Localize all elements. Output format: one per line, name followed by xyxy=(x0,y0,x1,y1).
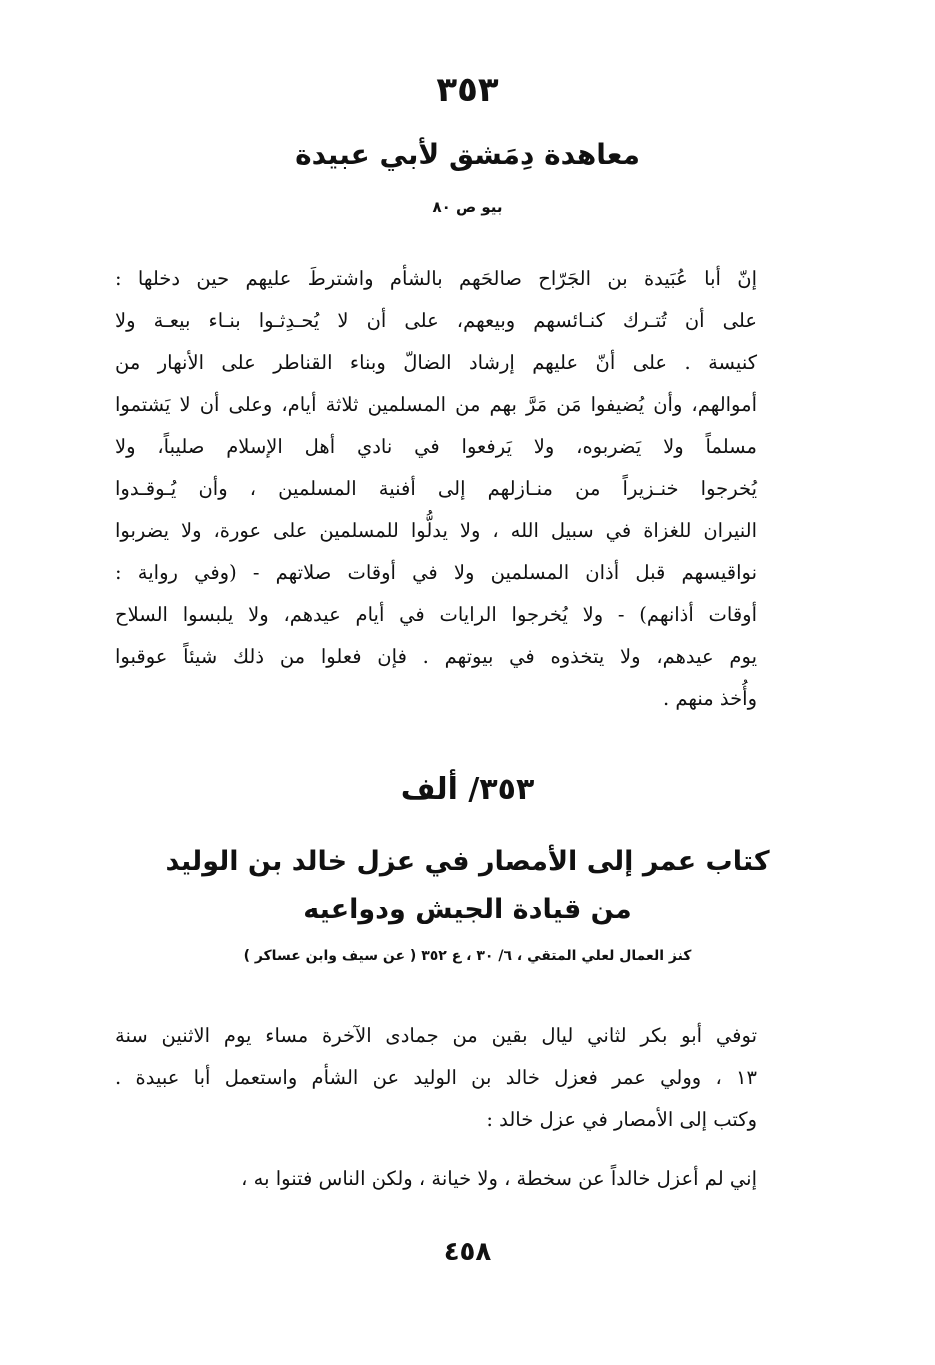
text-line: نواقيسهم قبل أذان المسلمين ولا في أوقات صلاتهم - (وفي رواية : xyxy=(115,561,757,584)
second-document-source: كنز العمال لعلي المتقي ، ٦/ ٣٠ ، ع ٣٥٢ ( عن سيف وابن عساكر ) xyxy=(243,948,692,964)
text-line: وأُخذ منهم . xyxy=(662,687,757,710)
document-source: بيو ص ٨٠ xyxy=(432,198,503,216)
second-document-number: ٣٥٣/ ألف xyxy=(400,772,535,807)
document-title: معاهدة دِمَشق لأبي عبيدة xyxy=(295,138,640,171)
text-line: وكتب إلى الأمصار في عزل خالد : xyxy=(486,1108,757,1131)
second-document-title xyxy=(0,838,935,934)
second-document-intro xyxy=(115,1015,757,1141)
text-line: أوقات أذانهم) - ولا يُخرجوا الرايات في أيام عيدهم، ولا يلبسوا السلاح xyxy=(115,603,757,626)
second-document-letter xyxy=(115,1158,757,1200)
text-line: النيران للغزاة في سبيل الله ، ولا يدلُّوا للمسلمين على عورة، ولا يضربوا xyxy=(115,519,757,542)
document-number: ٣٥٣ xyxy=(436,70,499,110)
text-line: إني لم أعزل خالداً عن سخطة ، ولا خيانة ، ولكن الناس فتنوا به ، xyxy=(241,1167,757,1190)
second-document-title-line-1: كتاب عمر إلى الأمصار في عزل خالد بن الوليد xyxy=(165,846,770,877)
text-line: على أن تُتـرك كنـائسهم وبيعهم، على أن لا يُحـدِثـوا بنـاء بيعـة ولا xyxy=(115,309,757,332)
text-line: يوم عيدهم، ولا يتخذوه في بيوتهم . فإن فعلوا من ذلك شيئاً عوقبوا xyxy=(115,645,757,668)
page-number: ٤٥٨ xyxy=(443,1237,492,1267)
document-body xyxy=(115,258,757,720)
text-line: إنّ أبا عُبَيدة بن الجَرّاح صالحَهم بالشأم واشترطَ عليهم حين دخلها : xyxy=(115,267,757,290)
second-document-title-line-2: من قيادة الجيش ودواعيه xyxy=(303,894,632,925)
text-line: ١٣ ، وولي عمر فعزل خالد بن الوليد عن الشأم واستعمل أبا عبيدة . xyxy=(115,1066,757,1089)
text-line: كنيسة . على أنّ عليهم إرشاد الضالّ وبناء القناطر على الأنهار من xyxy=(115,351,757,374)
text-line: مسلماً ولا يَضربوه، ولا يَرفعوا في نادي أهل الإسلام صليباً، ولا xyxy=(115,435,757,458)
text-line: أموالهم، وأن يُضيفوا مَن مَرَّ بهم من المسلمين ثلاثة أيام، وعلى أن لا يَشتموا xyxy=(115,393,757,416)
text-line: يُخرجوا خنـزيراً من منـازلهم إلى أفنية المسلمين ، وأن يُـوقـدوا xyxy=(115,477,757,500)
text-line: توفي أبو بكر لثاني ليال بقين من جمادى الآخرة مساء يوم الاثنين سنة xyxy=(115,1024,757,1047)
